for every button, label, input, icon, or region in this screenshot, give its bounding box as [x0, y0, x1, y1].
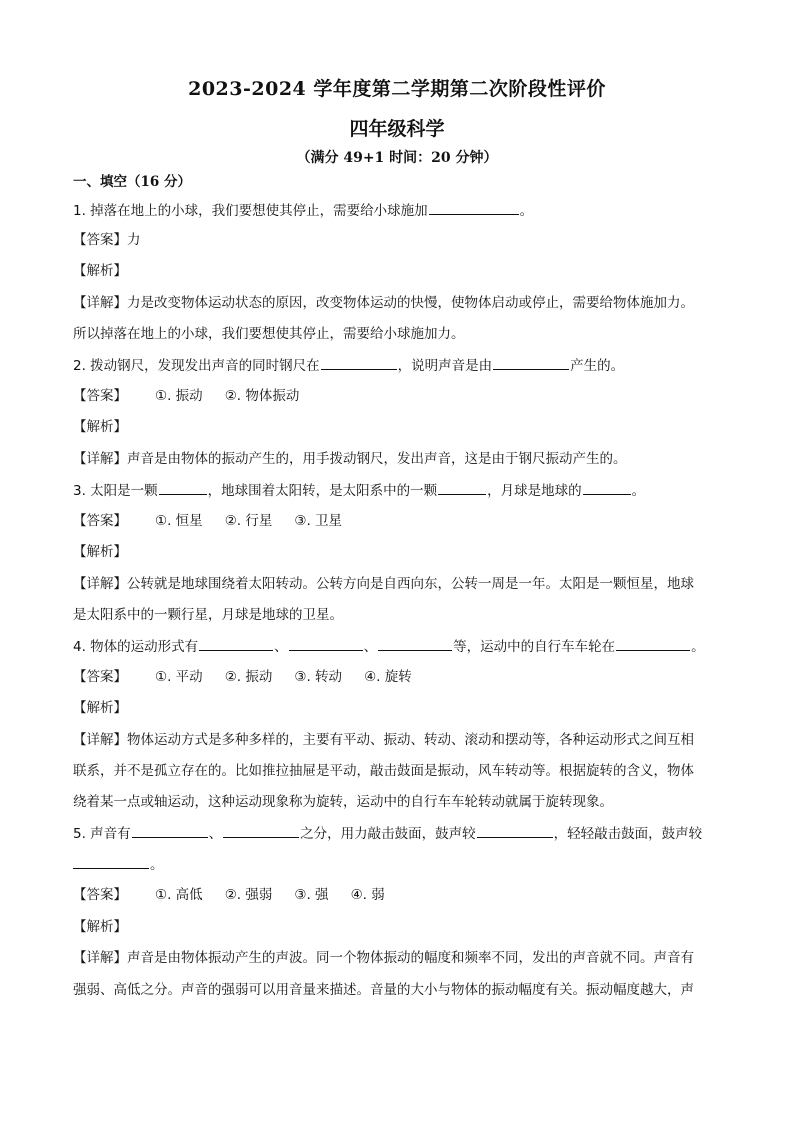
q5-sep: 、 — [208, 826, 223, 842]
q4-answer-2: ②. 振动 — [224, 669, 273, 685]
answer-blank — [321, 355, 397, 370]
q5-answer-3: ③. 强 — [294, 887, 329, 903]
q2-detail-line-1 — [73, 449, 723, 469]
detail-label: 【详解】 — [73, 295, 127, 311]
q2-answer — [73, 386, 723, 406]
answer-blank — [583, 480, 631, 495]
q4-answer-1: ①. 平动 — [155, 669, 203, 685]
q4-answer-3: ③. 转动 — [294, 669, 343, 685]
detail-label: 【详解】 — [73, 451, 127, 467]
q5-answer — [73, 885, 723, 905]
analysis-label: 【解析】 — [73, 544, 127, 560]
q5-answer-1: ①. 高低 — [155, 887, 203, 903]
q4-sep: 、 — [363, 639, 378, 655]
analysis-label: 【解析】 — [73, 700, 127, 716]
answer-blank — [378, 636, 452, 651]
q4-analysis — [73, 698, 723, 718]
q1-answer — [73, 230, 723, 250]
q1-analysis — [73, 261, 723, 281]
q4-detail-text: 物体运动方式是多种多样的，主要有平动、振动、转动、滚动和摆动等，各种运动形式之间互相 — [127, 732, 694, 748]
exam-subtitle: 四年级科学 — [349, 118, 445, 140]
q3-detail-text: 公转就是地球围绕着太阳转动。公转方向是自西向东，公转一周是一年。太阳是一颗恒星，地球 — [127, 576, 694, 592]
q4-detail-line-1 — [73, 730, 723, 750]
detail-label: 【详解】 — [73, 576, 127, 592]
q1-detail-line-2: 所以掉落在地上的小球，我们要想使其停止，需要给小球施加力。 — [73, 326, 465, 342]
q1-detail-text: 力是改变物体运动状态的原因，改变物体运动的快慢，使物体启动或停止，需要给物体施加力。 — [127, 295, 694, 311]
q2-detail-text: 声音是由物体的振动产生的，用手拨动钢尺，发出声音，这是由于钢尺振动产生的。 — [127, 451, 627, 467]
answer-blank — [438, 480, 486, 495]
answer-blank — [132, 823, 208, 838]
analysis-label: 【解析】 — [73, 263, 127, 279]
q5-detail-line-1 — [73, 948, 723, 968]
answer-label: 【答案】 — [73, 513, 127, 529]
detail-label: 【详解】 — [73, 950, 127, 966]
answer-label: 【答案】 — [73, 669, 127, 685]
answer-blank — [223, 823, 299, 838]
q5-text-d: 。 — [150, 857, 164, 873]
q4-text-b: 等，运动中的自行车车轮在 — [453, 639, 616, 655]
question-4 — [73, 636, 723, 657]
q3-detail-line-1 — [73, 574, 723, 594]
q2-answer-2: ②. 物体振动 — [224, 388, 300, 404]
exam-info: （满分 49+1 时间：20 分钟） — [296, 150, 498, 166]
q3-answer-2: ②. 行星 — [224, 513, 273, 529]
analysis-label: 【解析】 — [73, 919, 127, 935]
question-5-cont — [73, 854, 723, 875]
q5-analysis — [73, 917, 723, 937]
q4-text-c: 。 — [691, 639, 705, 655]
q1-text-a: 1. 掉落在地上的小球，我们要想使其停止，需要给小球施加 — [73, 203, 428, 219]
q3-answer-1: ①. 恒星 — [155, 513, 203, 529]
answer-blank — [477, 823, 553, 838]
answer-blank — [493, 355, 569, 370]
q2-text-c: 产生的。 — [570, 358, 625, 374]
question-3 — [73, 480, 723, 501]
question-2 — [73, 355, 723, 376]
q2-text-a: 2. 拨动钢尺，发现发出声音的同时钢尺在 — [73, 358, 320, 374]
q5-detail-text: 声音是由物体振动产生的声波。同一个物体振动的幅度和频率不同，发出的声音就不同。声音有 — [127, 950, 694, 966]
q1-text-b: 。 — [519, 203, 534, 219]
exam-title: 2023-2024 学年度第二学期第二次阶段性评价 — [188, 78, 606, 100]
q2-answer-1: ①. 振动 — [155, 388, 203, 404]
answer-label: 【答案】 — [73, 232, 127, 248]
q5-detail-line-2: 强弱、高低之分。声音的强弱可以用音量来描述。音量的大小与物体的振动幅度有关。振动幅度越大，声 — [73, 982, 694, 998]
answer-label: 【答案】 — [73, 887, 127, 903]
q4-answer-4: ④. 旋转 — [364, 669, 412, 685]
q4-detail-line-2: 联系，并不是孤立存在的。比如推拉抽屉是平动，敲击鼓面是振动，风车转动等。根据旋转的含义，物体 — [73, 763, 694, 779]
question-1 — [73, 200, 723, 221]
q3-answer-3: ③. 卫星 — [294, 513, 343, 529]
q3-text-b: ，地球围着太阳转，是太阳系中的一颗 — [207, 483, 438, 499]
detail-label: 【详解】 — [73, 732, 127, 748]
answer-blank — [73, 854, 149, 869]
q4-answer — [73, 667, 723, 687]
answer-label: 【答案】 — [73, 388, 127, 404]
q3-text-a: 3. 太阳是一颗 — [73, 483, 158, 499]
q2-analysis — [73, 417, 723, 437]
q1-detail-line-1 — [73, 293, 723, 313]
q1-answer-value: 力 — [127, 232, 141, 248]
section-heading: 一、填空（16 分） — [73, 174, 191, 190]
answer-blank — [616, 636, 690, 651]
q5-text-b: 之分，用力敲击鼓面，鼓声较 — [300, 826, 476, 842]
q4-detail-line-3: 绕着某一点或轴运动，这种运动现象称为旋转，运动中的自行车车轮转动就属于旋转现象。 — [73, 794, 613, 810]
q3-text-d: 。 — [631, 483, 646, 499]
answer-blank — [159, 480, 207, 495]
answer-blank — [289, 636, 363, 651]
answer-blank — [429, 200, 519, 215]
q3-text-c: ，月球是地球的 — [487, 483, 582, 499]
q3-detail-line-2: 是太阳系中的一颗行星，月球是地球的卫星。 — [73, 607, 343, 623]
q5-text-c: ，轻轻敲击鼓面，鼓声较 — [553, 826, 703, 842]
answer-blank — [199, 636, 273, 651]
q4-sep: 、 — [274, 639, 288, 655]
question-5 — [73, 823, 723, 844]
q5-answer-4: ④. 弱 — [350, 887, 385, 903]
q5-text-a: 5. 声音有 — [73, 826, 131, 842]
q3-analysis — [73, 542, 723, 562]
q3-answer — [73, 511, 723, 531]
q4-text-a: 4. 物体的运动形式有 — [73, 639, 199, 655]
q2-text-b: ，说明声音是由 — [397, 358, 493, 374]
analysis-label: 【解析】 — [73, 419, 127, 435]
q5-answer-2: ②. 强弱 — [224, 887, 273, 903]
